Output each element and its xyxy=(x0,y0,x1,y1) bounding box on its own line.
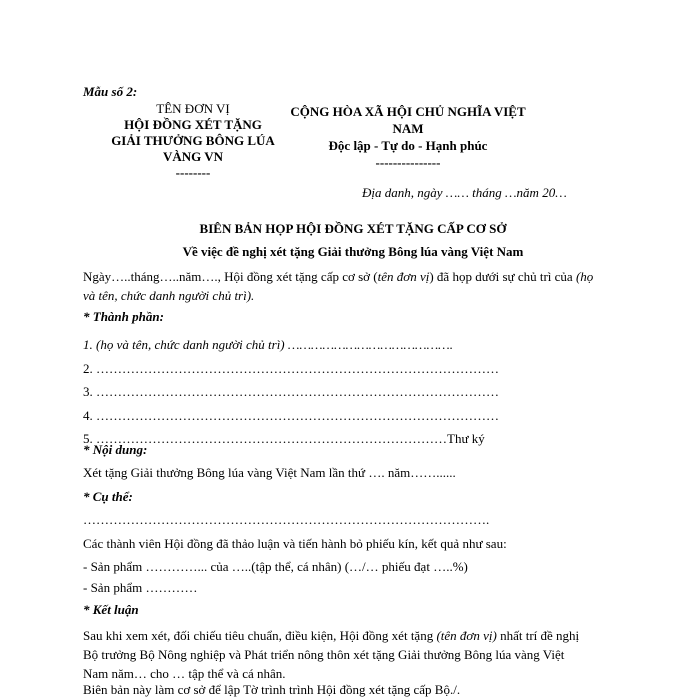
content-text: Xét tặng Giải thưởng Bông lúa vàng Việt Nam lần thứ …. năm……...... xyxy=(83,465,456,480)
intro-paragraph xyxy=(83,267,623,305)
conclusion-unit-placeholder: (tên đơn vị) xyxy=(436,628,497,643)
right-divider: --------------- xyxy=(375,155,441,170)
document-subtitle: Về việc đề nghị xét tặng Giải thưởng Bông lúa vàng Việt Nam xyxy=(182,244,524,259)
intro-line-2: và tên, chức danh người chủ trì). xyxy=(83,288,255,303)
document-title: BIÊN BẢN HỌP HỘI ĐỒNG XÉT TẶNG CẤP CƠ SỞ xyxy=(199,221,507,236)
council-line-1: HỘI ĐỒNG XÉT TẶNG xyxy=(124,117,262,132)
composition-item-1: 1. (họ và tên, chức danh người chủ trì) ……………………………………. xyxy=(83,337,453,352)
composition-item-2: 2. ………………………………………………………………………………… xyxy=(83,360,499,376)
nation-name: CỘNG HÒA XÃ HỘI CHỦ NGHĨA VIỆT NAM xyxy=(290,104,526,136)
left-divider: -------- xyxy=(175,165,211,180)
conclusion-paragraph xyxy=(83,626,623,683)
details-dots: …………………………………………………………………………………. xyxy=(83,512,490,527)
intro-chair-placeholder: (họ xyxy=(575,269,594,284)
council-line-2: GIẢI THƯỞNG BÔNG LÚA xyxy=(111,133,275,148)
unit-name: TÊN ĐƠN VỊ xyxy=(156,101,230,116)
composition-item-3: 3. ………………………………………………………………………………… xyxy=(83,384,499,399)
form-number: Mẫu số 2: xyxy=(83,84,138,99)
product-1: - Sản phẩm …………... của …..(tập thể, cá nhân) (…/… phiếu đạt …..%) xyxy=(83,559,468,574)
intro-text-1: Ngày…..tháng…..năm…., Hội đồng xét tặng cấp cơ sở ( xyxy=(83,269,378,284)
intro-unit-placeholder: tên đơn vị xyxy=(377,269,430,284)
members-text: Các thành viên Hội đồng đã thảo luận và tiến hành bỏ phiếu kín, kết quả như sau: xyxy=(83,536,507,551)
intro-text-2: ) đã họp dưới sự chủ trì của xyxy=(429,269,576,284)
details-heading: * Cụ thể: xyxy=(83,489,133,504)
product-2: - Sản phẩm ………… xyxy=(83,580,198,595)
conclusion-text-1: Sau khi xem xét, đối chiếu tiêu chuẩn, điều kiện, Hội đồng xét tặng xyxy=(83,628,437,643)
motto: Độc lập - Tự do - Hạnh phúc xyxy=(328,138,488,153)
conclusion-line-2: Bộ trưởng Bộ Nông nghiệp và Phát triển nông thôn xét tặng Giải thưởng Bông lúa vàng Việt xyxy=(83,647,565,662)
final-statement: Biên bản này làm cơ sở để lập Tờ trình trình Hội đồng xét tặng cấp Bộ./. xyxy=(83,682,461,697)
composition-item-5: 5. ………………………………………………………………………Thư ký xyxy=(83,431,485,446)
conclusion-line-3: Nam năm… cho … tập thể và cá nhân. xyxy=(83,666,286,681)
place-date: Địa danh, ngày …… tháng …năm 20… xyxy=(362,185,567,200)
composition-list xyxy=(83,333,623,451)
conclusion-text-2: nhất trí đề nghị xyxy=(496,628,580,643)
left-header xyxy=(78,101,308,181)
council-line-3: VÀNG VN xyxy=(162,149,224,164)
content-heading: * Nội dung: xyxy=(83,442,148,457)
right-header xyxy=(278,103,538,171)
composition-item-4: 4. ………………………………………………………………………………… xyxy=(83,407,499,423)
composition-heading: * Thành phần: xyxy=(83,309,164,324)
conclusion-heading: * Kết luận xyxy=(83,602,139,617)
